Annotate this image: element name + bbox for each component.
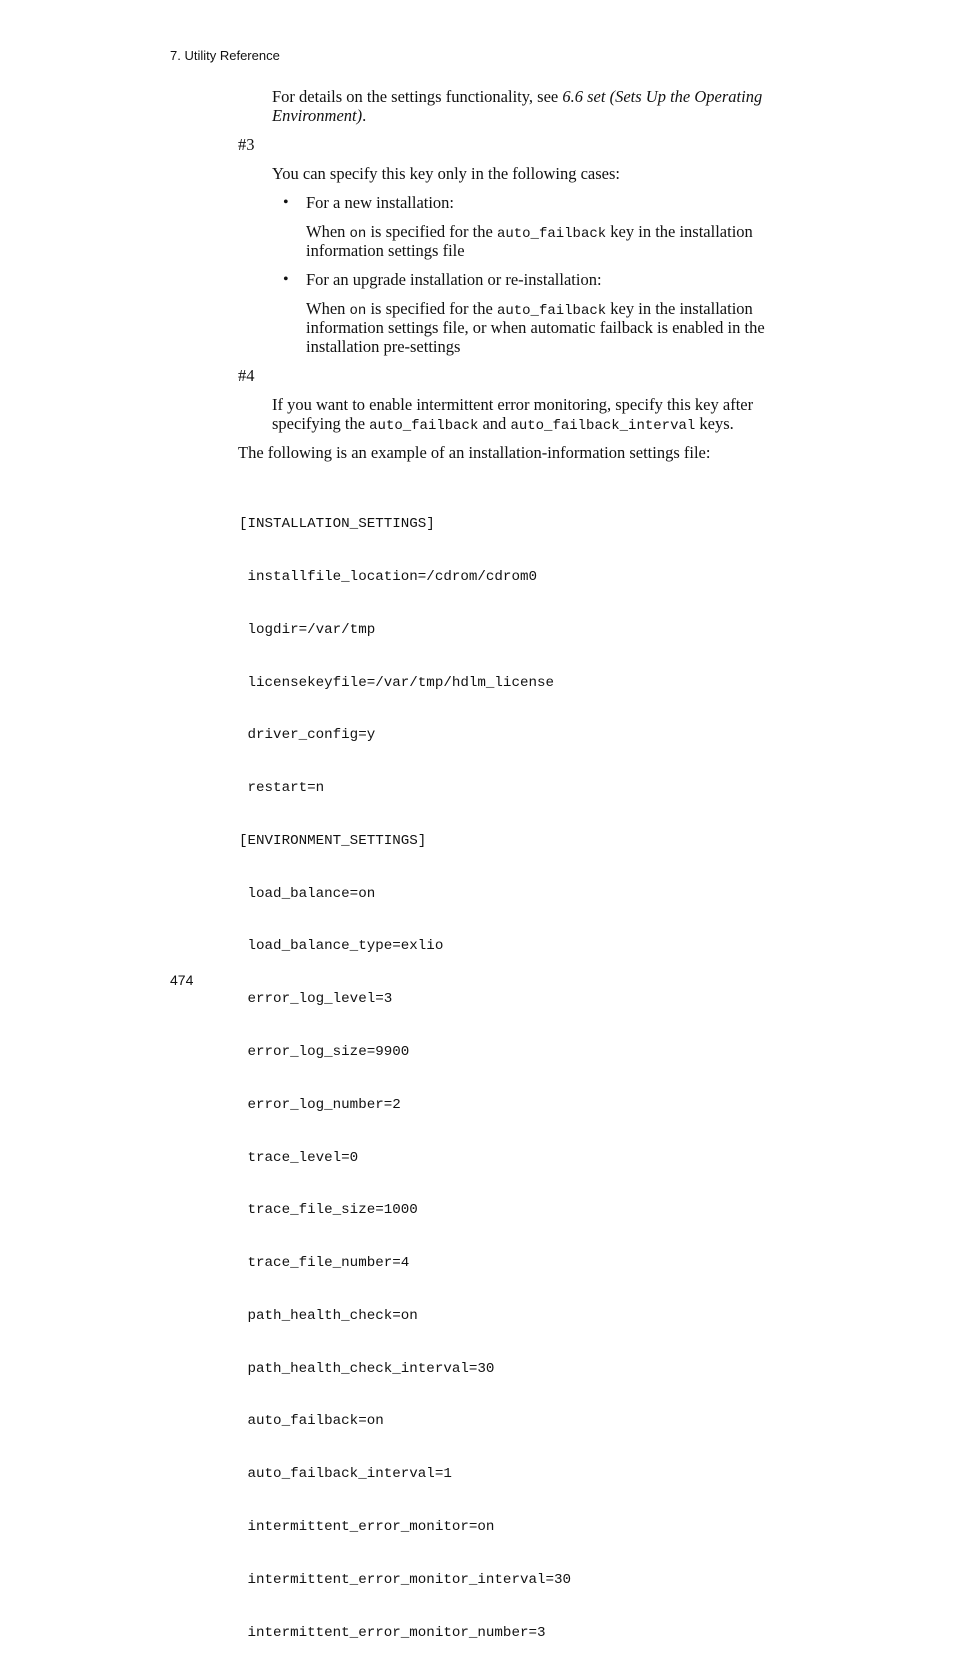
code-line: [ENVIRONMENT_SETTINGS] bbox=[239, 832, 427, 849]
text-span: is specified for the bbox=[366, 222, 497, 241]
bullet-2-line-3: installation pre-settings bbox=[306, 337, 461, 356]
note-4-line-1: If you want to enable intermittent error monitoring, specify this key after bbox=[272, 395, 754, 414]
note-3-text: You can specify this key only in the following cases: bbox=[272, 164, 620, 183]
code-line: driver_config=y bbox=[239, 727, 376, 744]
code-line: trace_level=0 bbox=[239, 1149, 359, 1166]
example-intro: The following is an example of an installation-information settings file: bbox=[238, 443, 711, 462]
intro-suffix: . bbox=[362, 106, 367, 125]
code-line: restart=n bbox=[239, 780, 325, 797]
text-span: keys. bbox=[695, 414, 734, 433]
code-on: on bbox=[349, 226, 367, 242]
page-number: 474 bbox=[170, 972, 194, 988]
code-line: auto_failback=on bbox=[239, 1413, 384, 1430]
intro-line-2 bbox=[272, 106, 366, 126]
code-line: auto_failback_interval=1 bbox=[239, 1466, 452, 1483]
code-on: on bbox=[349, 303, 367, 319]
bullet-icon: • bbox=[283, 194, 289, 211]
running-header: 7. Utility Reference bbox=[170, 48, 280, 63]
code-line: error_log_number=2 bbox=[239, 1096, 401, 1113]
text-span: key in the installation bbox=[606, 222, 753, 241]
code-line: [INSTALLATION_SETTINGS] bbox=[239, 516, 435, 533]
text-span: and bbox=[478, 414, 511, 433]
code-line: load_balance=on bbox=[239, 885, 376, 902]
code-line: path_health_check=on bbox=[239, 1307, 418, 1324]
text-span: specifying the bbox=[272, 414, 370, 433]
settings-file-example bbox=[239, 481, 571, 1660]
code-line: logdir=/var/tmp bbox=[239, 621, 376, 638]
intro-prefix: For details on the settings functionality, see bbox=[272, 87, 563, 106]
code-line: error_log_level=3 bbox=[239, 991, 393, 1008]
code-auto-failback: auto_failback bbox=[496, 303, 607, 319]
code-line: intermittent_error_monitor=on bbox=[239, 1519, 495, 1536]
code-auto-failback-interval: auto_failback_interval bbox=[510, 418, 696, 434]
code-line: intermittent_error_monitor_interval=30 bbox=[239, 1571, 572, 1588]
code-auto-failback: auto_failback bbox=[496, 226, 607, 242]
code-line: error_log_size=9900 bbox=[239, 1044, 410, 1060]
bullet-2-title: For an upgrade installation or re-installation: bbox=[306, 270, 602, 289]
code-line: load_balance_type=exlio bbox=[239, 938, 444, 955]
intro-section-reference: 6.6 set (Sets Up the Operating bbox=[562, 87, 763, 106]
text-span: is specified for the bbox=[366, 299, 497, 318]
bullet-2-line-2: information settings file, or when automatic failback is enabled in the bbox=[306, 318, 765, 337]
text-span: When bbox=[306, 222, 350, 241]
text-span: When bbox=[306, 299, 350, 318]
note-3-label: #3 bbox=[238, 135, 255, 154]
code-line: licensekeyfile=/var/tmp/hdlm_license bbox=[239, 674, 555, 691]
intro-section-reference-cont: Environment) bbox=[272, 106, 363, 125]
bullet-icon: • bbox=[283, 271, 289, 288]
note-4-line-2 bbox=[272, 414, 734, 437]
code-line: installfile_location=/cdrom/cdrom0 bbox=[239, 568, 537, 585]
bullet-1-title: For a new installation: bbox=[306, 193, 455, 212]
intro-line-1 bbox=[272, 87, 762, 107]
code-auto-failback: auto_failback bbox=[369, 418, 479, 434]
code-line: intermittent_error_monitor_number=3 bbox=[239, 1624, 546, 1641]
code-line: trace_file_number=4 bbox=[239, 1255, 410, 1272]
bullet-1-line-2: information settings file bbox=[306, 241, 465, 260]
code-line: path_health_check_interval=30 bbox=[239, 1360, 495, 1377]
note-4-label: #4 bbox=[238, 366, 255, 385]
code-line: trace_file_size=1000 bbox=[239, 1202, 418, 1219]
text-span: key in the installation bbox=[606, 299, 753, 318]
